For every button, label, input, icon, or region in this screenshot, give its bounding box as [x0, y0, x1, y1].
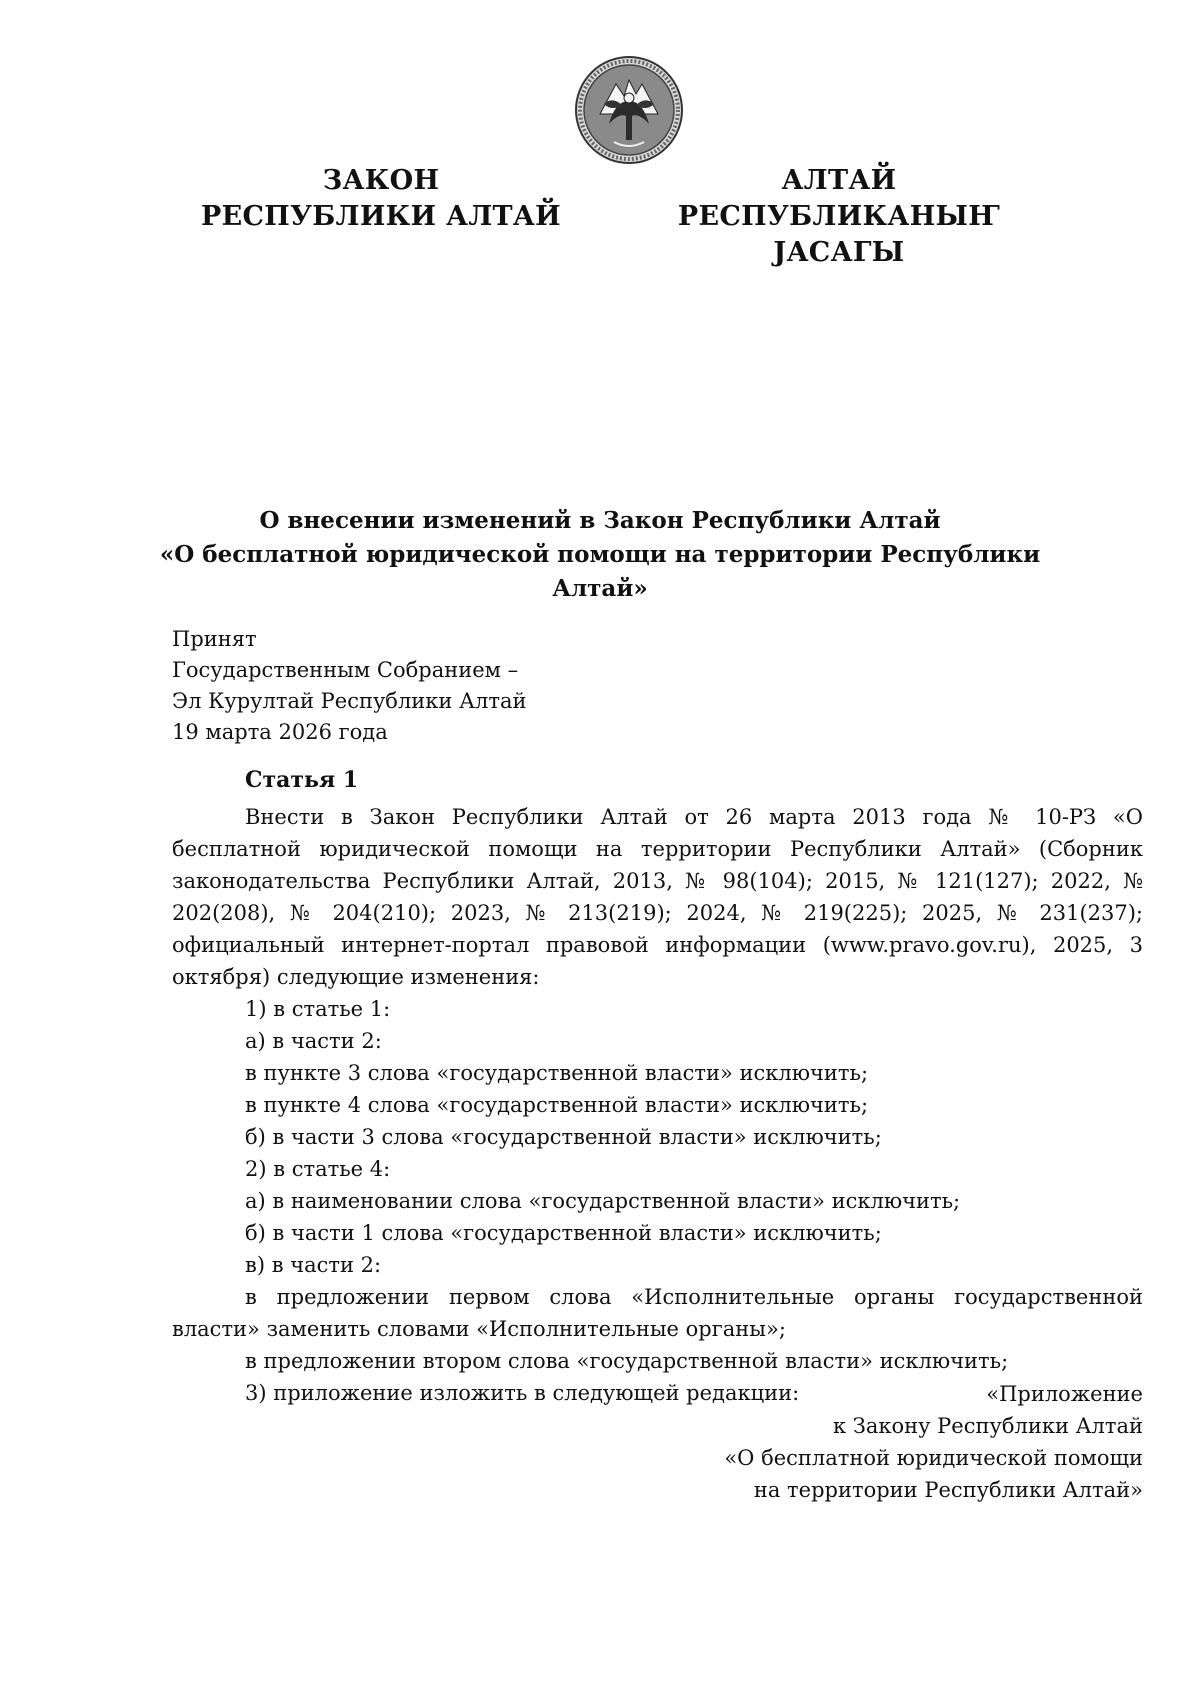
- header-left-line2: РЕСПУБЛИКИ АЛТАЙ: [201, 201, 561, 232]
- amendment-item-1b: б) в части 3 слова «государственной власти» исключить;: [245, 1125, 882, 1149]
- document-title: [120, 504, 1080, 606]
- title-line1: О внесении изменений в Закон Республики Алтай: [259, 507, 941, 534]
- amendment-item-2a: а) в наименовании слова «государственной власти» исключить;: [245, 1189, 961, 1213]
- amendment-item-1a: а) в части 2:: [245, 1029, 382, 1053]
- appendix-line4: на территории Республики Алтай»: [753, 1478, 1143, 1502]
- amendment-item-3: 3) приложение изложить в следующей редакции:: [245, 1381, 800, 1405]
- appendix-heading: [724, 1378, 1143, 1506]
- amendment-item-1a-point3: в пункте 3 слова «государственной власти» исключить;: [245, 1061, 869, 1085]
- adoption-block: [172, 624, 526, 748]
- amendment-item-2c: в) в части 2:: [245, 1253, 382, 1277]
- coat-of-arms-icon: [574, 54, 684, 166]
- article-body: [172, 801, 1143, 1409]
- adoption-line1: Принят: [172, 627, 257, 651]
- header-right-line1: АЛТАЙ РЕСПУБЛИКАНЫҤ: [677, 165, 1001, 232]
- adoption-line2: Государственным Собранием –: [172, 658, 519, 682]
- title-line2: «О бесплатной юридической помощи на территории Республики Алтай»: [159, 541, 1041, 602]
- adoption-line3: Эл Курултай Республики Алтай: [172, 689, 527, 713]
- appendix-line2: к Закону Республики Алтай: [832, 1414, 1143, 1438]
- appendix-line1: «Приложение: [986, 1382, 1143, 1406]
- header-law-altai: [629, 163, 1049, 271]
- adoption-date: 19 марта 2026 года: [172, 720, 388, 744]
- header-law-russian: [171, 163, 591, 235]
- amendment-item-2c-sentence1: в предложении первом слова «Исполнительные органы государственной власти» заменить словами «Исполнительные органы»;: [172, 1285, 1143, 1341]
- appendix-line3: «О бесплатной юридической помощи: [724, 1446, 1143, 1470]
- header-left-line1: ЗАКОН: [322, 165, 440, 196]
- amendment-item-2b: б) в части 1 слова «государственной власти» исключить;: [245, 1221, 882, 1245]
- article-heading: Статья 1: [245, 767, 359, 793]
- header-right-line2: ЈАСАГЫ: [773, 237, 905, 268]
- amendment-item-1: 1) в статье 1:: [245, 997, 391, 1021]
- amendment-item-2: 2) в статье 4:: [245, 1157, 391, 1181]
- article-intro: Внести в Закон Республики Алтай от 26 марта 2013 года № 10-РЗ «О бесплатной юридической помощи на территории Республики Алтай» (Сборник законодательства Республики Алтай, 2013, № 98(104); 2015, № 121(127); 2022, № 202(208), № 204(210); 2023, № 213(219); 2024, № 219(225); 2025, № 231(237); официальный интернет-портал правовой информации (www.pravo.gov.ru), 2025, 3 октября) следующие изменения:: [172, 805, 1143, 989]
- amendment-item-1a-point4: в пункте 4 слова «государственной власти» исключить;: [245, 1093, 869, 1117]
- amendment-item-2c-sentence2: в предложении втором слова «государственной власти» исключить;: [245, 1349, 1009, 1373]
